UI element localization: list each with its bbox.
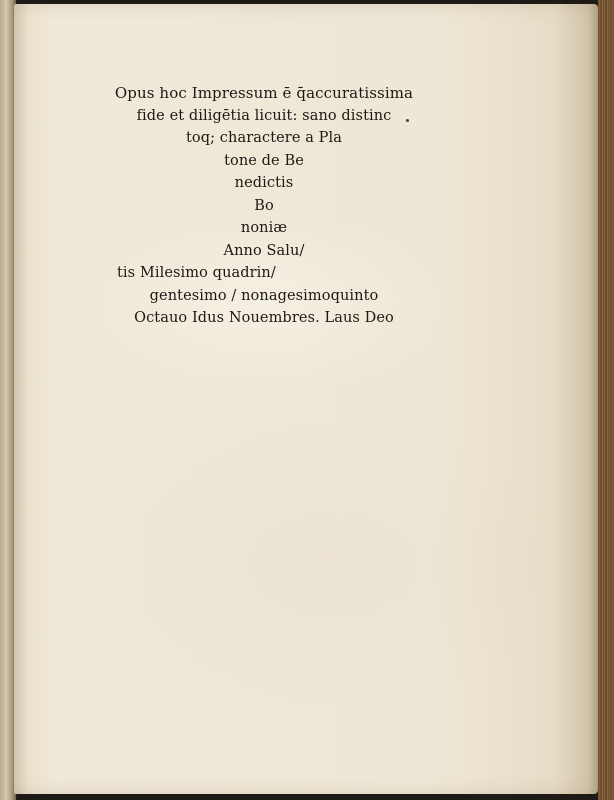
colophon-line-9: tis Milesimo quadrin/ — [117, 265, 276, 281]
ink-speck — [406, 119, 409, 122]
colophon-line-6: Bo — [254, 197, 274, 214]
colophon-line-3: toq; charactere a Pla — [185, 130, 343, 146]
colophon-line-4: tone de Be — [224, 152, 304, 169]
colophon-line-1: Opus hoc Impressum ē q̄accuratissima — [114, 84, 414, 102]
colophon-line-11: Octauo Idus Nouembres. Laus Deo — [134, 310, 394, 326]
colophon — [114, 82, 414, 330]
fore-edge — [598, 0, 614, 800]
colophon-line-7: noniæ — [240, 220, 288, 236]
colophon-line-10: gentesimo / nonagesimoquinto — [149, 287, 379, 304]
book-page — [14, 4, 598, 794]
colophon-line-5: nedictis — [234, 175, 294, 191]
colophon-line-2: fide et diligētia licuit: sano distinc — [136, 107, 392, 124]
colophon-line-8: Anno Salu/ — [223, 242, 305, 259]
